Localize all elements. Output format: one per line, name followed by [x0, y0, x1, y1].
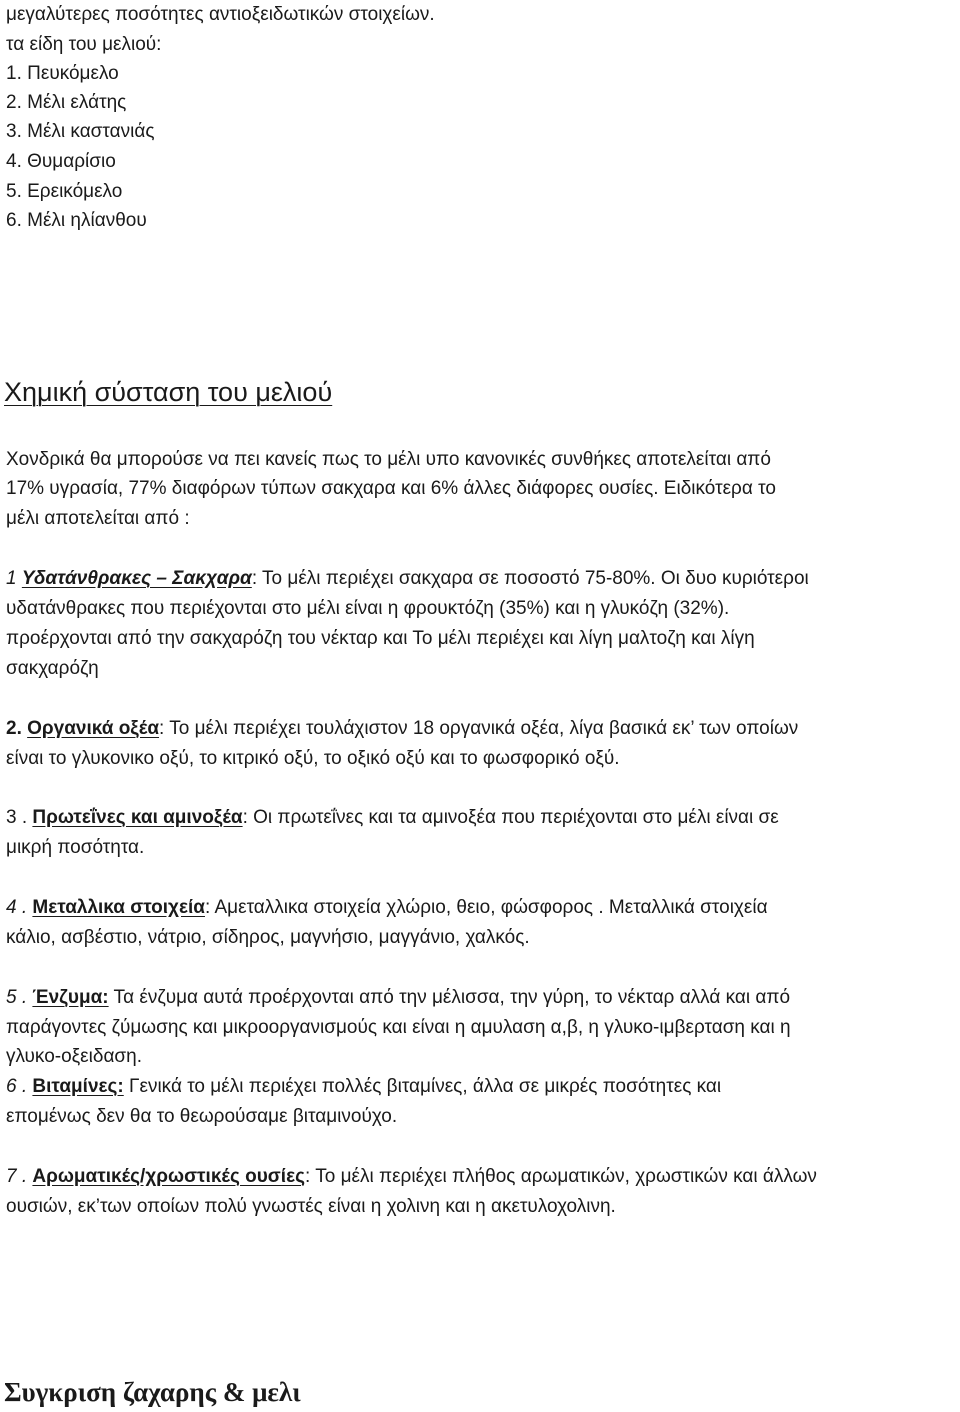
item-number: 3 .	[6, 807, 28, 828]
item-text: : Αμεταλλικα στοιχεία χλώριο, θειο, φώσφορος . Μεταλλικά στοιχεία	[204, 897, 768, 918]
item-text: Τα ένζυμα αυτά προέρχονται από την μέλισσα, την γύρη, το νέκταρ αλλά και από	[108, 987, 791, 1008]
honey-type-item: 1. Πευκόμελο	[6, 63, 119, 84]
paragraph-line: υδατάνθρακες που περιέχονται στο μέλι είναι η φρουκτόζη (35%) και η γλυκόζη (32%).	[6, 598, 730, 619]
item-number: 5 .	[6, 987, 28, 1008]
honey-type-item: 3. Μέλι καστανιάς	[6, 121, 155, 142]
honey-type-item: 6. Μέλι ηλίανθου	[6, 210, 147, 231]
list-item-carbohydrates	[6, 564, 809, 594]
paragraph-line: σακχαρόζη	[6, 658, 99, 679]
paragraph-line: μικρή ποσότητα.	[6, 837, 145, 858]
paragraph-line: 17% υγρασία, 77% διαφόρων τύπων σακχαρα και 6% άλλες διάφορες ουσίες. Ειδικότερα το	[6, 478, 776, 499]
paragraph-line: ουσιών, εκ’των οποίων πολύ γνωστές είναι η χολινη και η ακετυλοχολινη.	[6, 1196, 616, 1217]
paragraph-line: γλυκο-οξειδαση.	[6, 1046, 142, 1067]
section-heading-sugar-vs-honey: Συγκριση ζαχαρης & μελι	[4, 1377, 301, 1407]
paragraph-line: παράγοντες ζύμωσης και μικροοργανισμούς και είναι η αμυλαση α,β, η γλυκο-ιμβερταση και η	[6, 1017, 791, 1038]
intro-line: μεγαλύτερες ποσότητες αντιοξειδωτικών στοιχείων.	[6, 4, 435, 25]
paragraph-line: κάλιο, ασβέστιο, νάτριο, σίδηρος, μαγνήσιο, μαγγάνιο, χαλκός.	[6, 927, 530, 948]
paragraph-line: προέρχονται από την σακχαρόζη του νέκταρ και Το μέλι περιέχει και λίγη μαλτοζη και λίγη	[6, 628, 755, 649]
item-number: 6 .	[6, 1076, 28, 1097]
honey-type-item: 2. Μέλι ελάτης	[6, 92, 127, 113]
paragraph-line: μέλι αποτελείται από :	[6, 508, 190, 529]
item-term: Μεταλλικα στοιχεία	[32, 897, 205, 918]
paragraph-line: επομένως δεν θα το θεωρούσαμε βιταμινούχο.	[6, 1106, 398, 1127]
item-number: 4 .	[6, 897, 28, 918]
honey-type-item: 4. Θυμαρίσιο	[6, 151, 116, 172]
list-item-vitamins	[6, 1072, 721, 1102]
list-item-enzymes	[6, 983, 790, 1013]
paragraph-line: Χονδρικά θα μπορούσε να πει κανείς πως το μέλι υπο κανονικές συνθήκες αποτελείται από	[6, 449, 771, 470]
item-term: Ένζυμα:	[32, 987, 109, 1008]
section-heading-chemical-composition: Χημική σύσταση του μελιού	[4, 377, 333, 407]
honey-type-item: 5. Ερεικόμελο	[6, 181, 123, 202]
item-term: Οργανικά οξέα	[27, 718, 160, 739]
item-term: Πρωτεΐνες και αμινοξέα	[32, 807, 243, 828]
item-term: Βιταμίνες:	[32, 1076, 124, 1097]
item-text: : Οι πρωτεΐνες και τα αμινοξέα που περιέχονται στο μέλι είναι σε	[242, 807, 779, 828]
honey-types-label: τα είδη του μελιού:	[6, 34, 162, 55]
item-text: : Το μέλι περιέχει πλήθος αρωματικών, χρωστικών και άλλων	[304, 1166, 817, 1187]
item-term: Υδατάνθρακες – Σακχαρα	[21, 568, 252, 589]
item-term: Αρωματικές/χρωστικές ουσίες	[32, 1166, 305, 1187]
list-item-proteins	[6, 803, 779, 833]
item-number: 2.	[6, 718, 22, 739]
item-number: 1	[6, 568, 17, 589]
list-item-aromatic-substances	[6, 1162, 817, 1192]
item-number: 7 .	[6, 1166, 28, 1187]
list-item-minerals	[6, 893, 768, 923]
list-item-organic-acids	[6, 714, 798, 744]
item-text: Γενικά το μέλι περιέχει πολλές βιταμίνες, άλλα σε μικρές ποσότητες και	[123, 1076, 722, 1097]
item-text: : Το μέλι περιέχει σακχαρα σε ποσοστό 75-80%. Οι δυο κυριότεροι	[251, 568, 809, 589]
item-text: : Το μέλι περιέχει τουλάχιστον 18 οργανικά οξέα, λίγα βασικά εκ’ των οποίων	[159, 718, 799, 739]
paragraph-line: είναι το γλυκονικο οξύ, το κιτρικό οξύ, το οξικό οξύ και το φωσφορικό οξύ.	[6, 748, 620, 769]
